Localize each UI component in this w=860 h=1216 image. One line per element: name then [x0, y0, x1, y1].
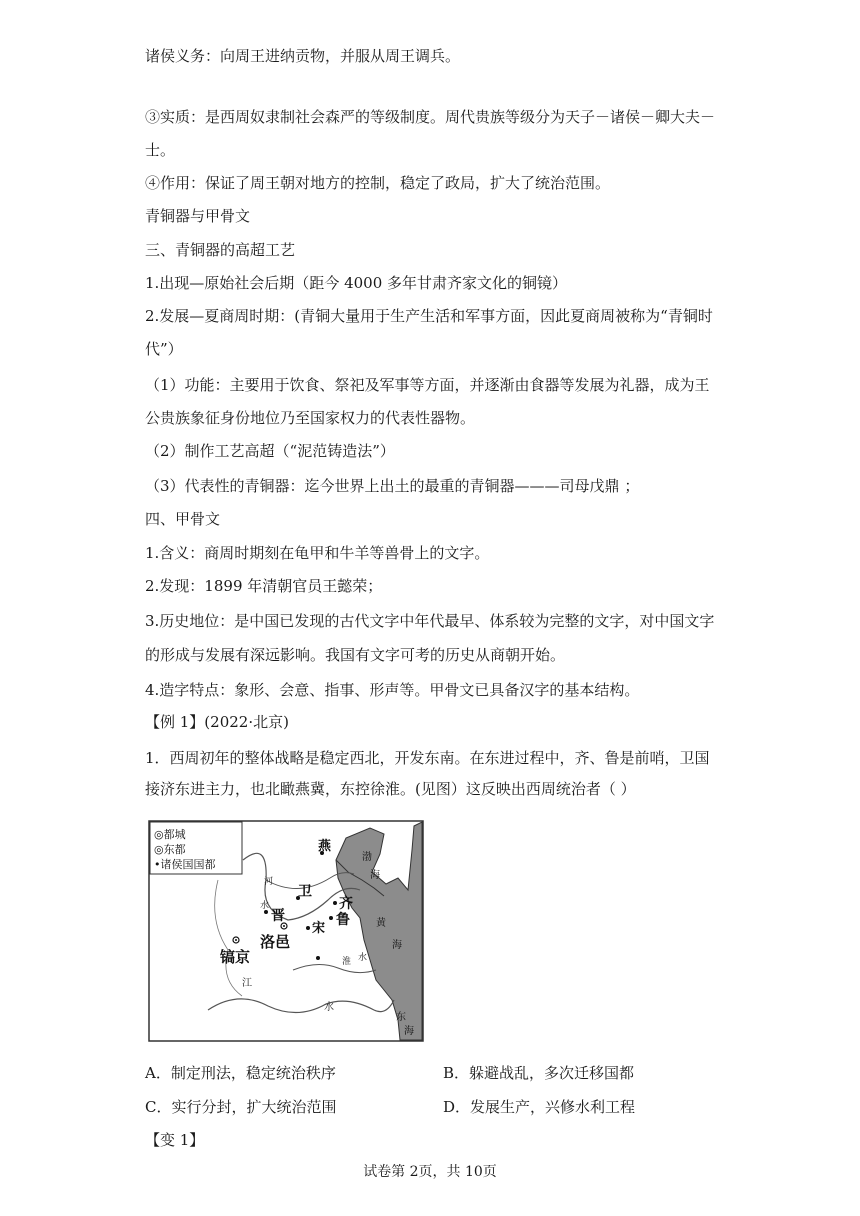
text-line: 诸侯义务：向周王进纳贡物，并服从周王调兵。 [145, 47, 461, 65]
question-text: 接济东进主力，也北瞰燕冀，东控徐淮。(见图）这反映出西周统治者（ ） [145, 780, 636, 798]
legend-east-capital: ◎东都 [154, 843, 186, 856]
river-label: 水 [324, 1002, 334, 1013]
western-zhou-map [148, 820, 424, 1042]
text-line: （3）代表性的青铜器：迄今世界上出土的最重的青铜器———司母戊鼎 ； [145, 477, 640, 495]
river-label: 淮 [342, 957, 352, 967]
text-line: 4.造字特点：象形、会意、指事、形声等。甲骨文已具备汉字的基本结构。 [145, 681, 640, 699]
text-line: 2.发展—夏商周时期：(青铜大量用于生产生活和军事方面，因此夏商周被称为“青铜时 [145, 307, 713, 325]
river-label: 水 [358, 953, 368, 963]
place-lu: 鲁 [336, 912, 350, 928]
section-heading: 四、甲骨文 [145, 510, 221, 528]
variant-label: 【变 1】 [145, 1131, 205, 1149]
section-heading: 三、青铜器的高超工艺 [145, 241, 296, 259]
option-d[interactable]: D．发展生产，兴修水利工程 [443, 1098, 636, 1116]
place-jin: 晋 [271, 908, 285, 924]
place-song: 宋 [312, 921, 326, 936]
option-a[interactable]: A．制定刑法，稳定统治秩序 [145, 1064, 336, 1082]
river-label: 江 [242, 978, 252, 989]
river-label: 河 [264, 877, 274, 887]
place-wei: 卫 [298, 884, 312, 900]
text-line: （2）制作工艺高超（“泥范铸造法”） [145, 442, 395, 460]
text-line: ④作用：保证了周王朝对地方的控制，稳定了政局，扩大了统治范围。 [145, 174, 611, 192]
place-haojing: 镐京 [220, 948, 251, 966]
sea-label: 渤 [362, 852, 372, 863]
option-b[interactable]: B．躲避战乱，多次迁移国都 [443, 1064, 635, 1082]
text-line: 代”） [145, 340, 183, 358]
text-line: 士。 [145, 141, 176, 159]
text-line: 1.含义：商周时期刻在龟甲和牛羊等兽骨上的文字。 [145, 544, 490, 562]
place-yan: 燕 [318, 839, 332, 854]
place-luoyi: 洛邑 [260, 933, 291, 951]
text-line: 2.发现：1899 年清朝官员王懿荣； [145, 577, 383, 595]
example-label: 【例 1】(2022·北京) [145, 713, 289, 731]
sea-label: 海 [370, 870, 380, 881]
text-line: （1）功能：主要用于饮食、祭祀及军事等方面，并逐渐由食器等发展为礼器，成为王 [145, 376, 710, 394]
sea-label: 海 [404, 1026, 414, 1037]
text-line: 1.出现—原始社会后期（距今 4000 多年甘肃齐家文化的铜镜） [145, 274, 568, 292]
section-title: 青铜器与甲骨文 [145, 207, 251, 225]
sea-label: 黄 [376, 918, 386, 929]
legend-vassal-capital: •诸侯国国都 [154, 858, 216, 871]
sea-label: 东 [396, 1012, 406, 1023]
text-line: 的形成与发展有深远影响。我国有文字可考的历史从商朝开始。 [145, 646, 566, 664]
option-c[interactable]: C．实行分封，扩大统治范围 [145, 1098, 337, 1116]
question-text: 1．西周初年的整体战略是稳定西北，开发东南。在东进过程中，齐、鲁是前哨，卫国 [145, 749, 710, 767]
text-line: ③实质：是西周奴隶制社会森严的等级制度。周代贵族等级分为天子－诸侯－卿大夫－ [145, 108, 716, 126]
sea-label: 海 [392, 940, 402, 951]
place-qi: 齐 [339, 896, 353, 912]
text-line: 公贵族象征身份地位乃至国家权力的代表性器物。 [145, 409, 476, 427]
legend-capital: ◎都城 [154, 828, 186, 841]
text-line: 3.历史地位：是中国已发现的古代文字中年代最早、体系较为完整的文字，对中国文字 [145, 612, 715, 630]
river-label: 水 [260, 901, 270, 911]
page-footer: 试卷第 2页，共 10页 [363, 1164, 497, 1180]
